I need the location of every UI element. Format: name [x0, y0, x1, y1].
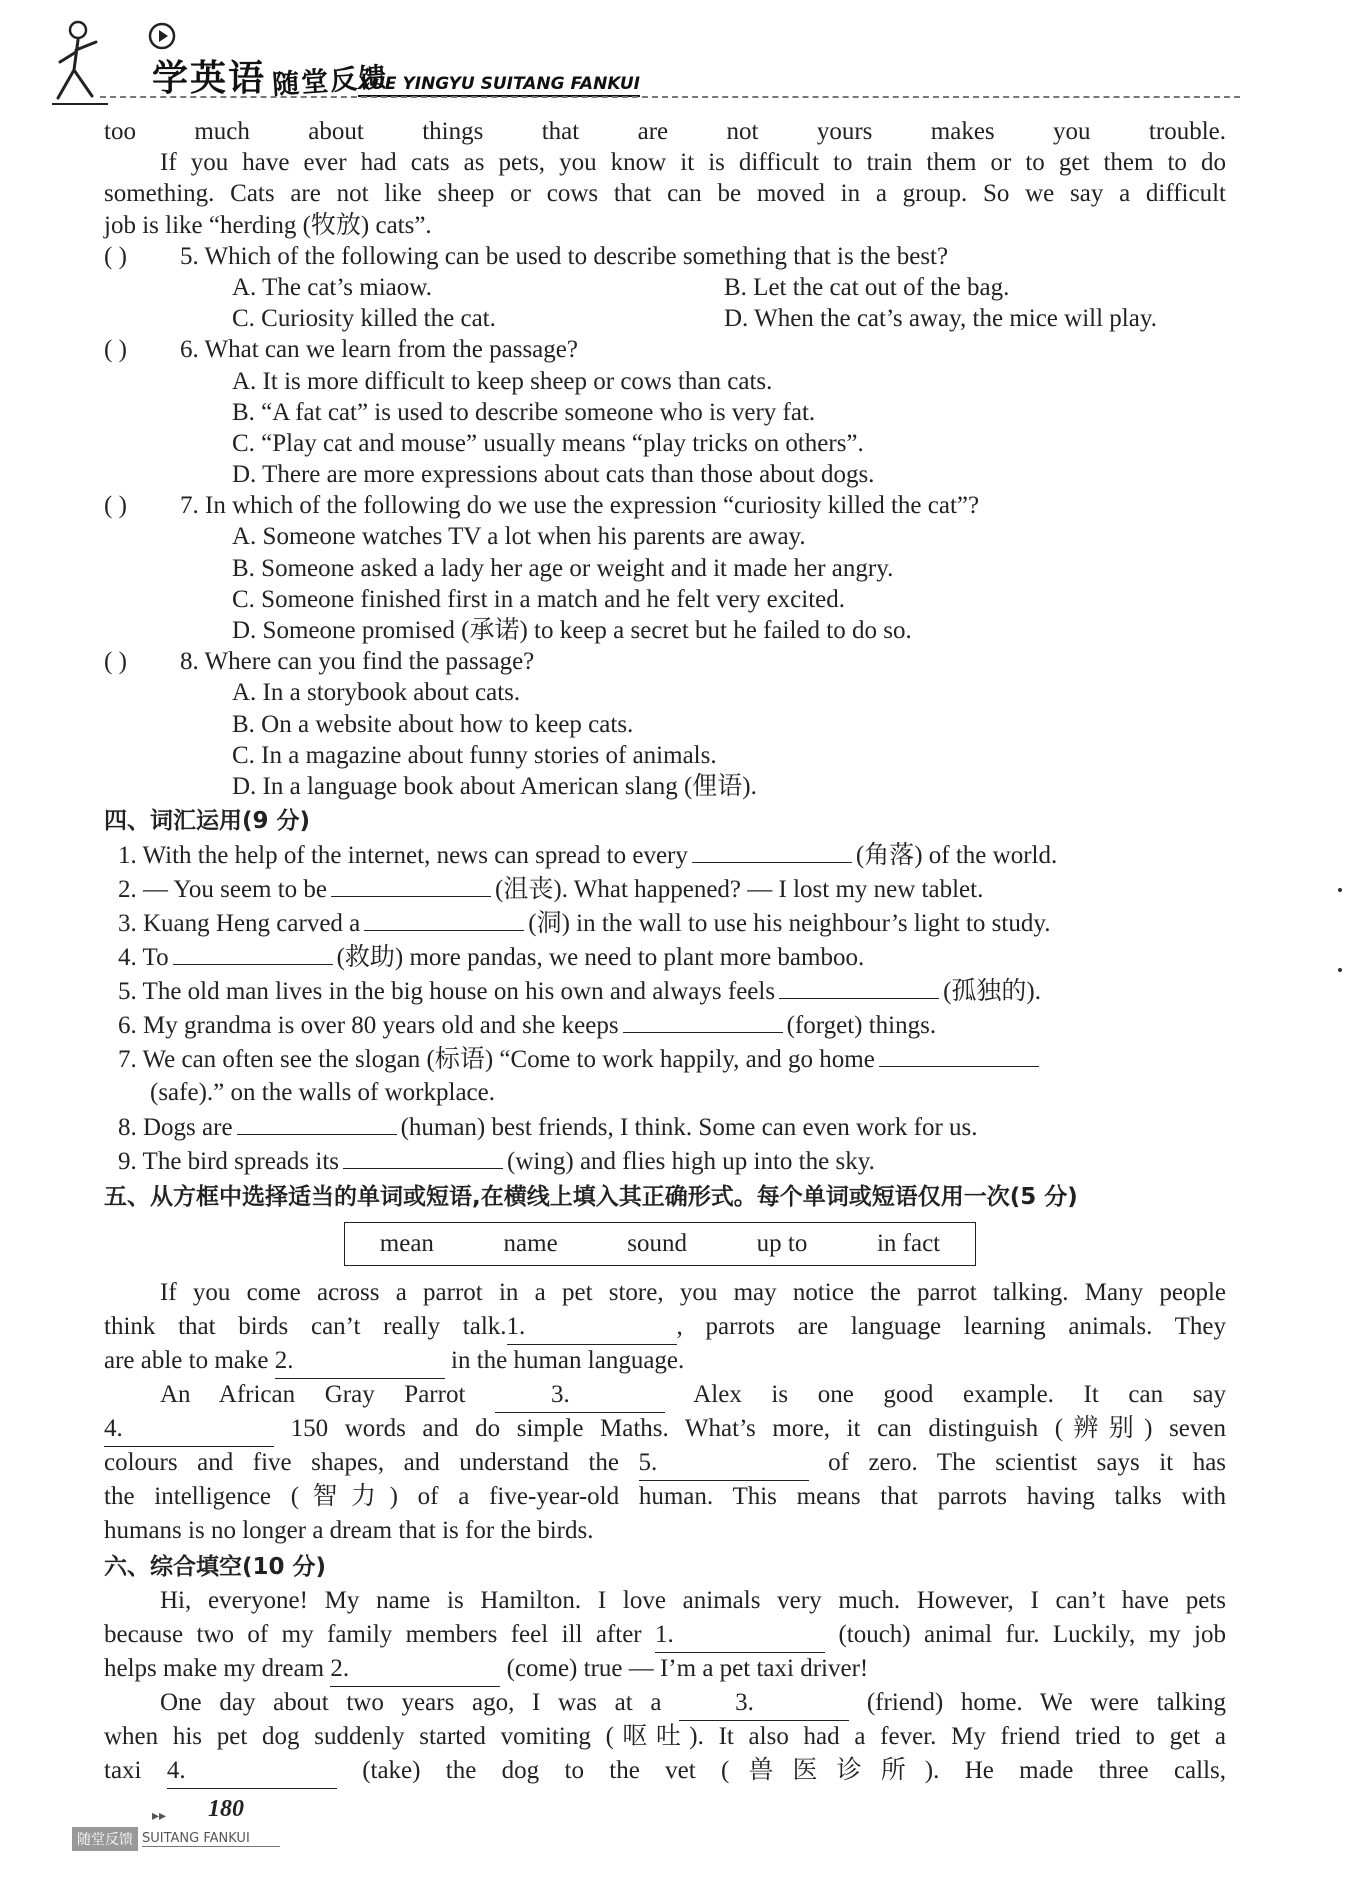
question-5: [104, 241, 1226, 335]
answer-blank[interactable]: 1.: [507, 1310, 677, 1345]
answer-blank[interactable]: 2.: [275, 1344, 445, 1379]
answer-blank[interactable]: 2.: [330, 1652, 500, 1687]
answer-blank[interactable]: [364, 906, 524, 931]
vocab-item: 9. The bird spreads its (wing) and flies high up into the sky.: [104, 1144, 1226, 1178]
passage-line: because two of my family members feel ill after 1. (touch) animal fur. Luckily, my job: [104, 1618, 1226, 1652]
answer-blank[interactable]: 5.: [639, 1446, 809, 1481]
option: C. Curiosity killed the cat.: [232, 305, 496, 333]
footer-brand: [72, 1828, 280, 1850]
passage-line: 4. 150 words and do simple Maths. What’s more, it can distinguish (辨别) seven: [104, 1412, 1226, 1446]
answer-blank[interactable]: [623, 1008, 783, 1033]
answer-blank[interactable]: [343, 1144, 503, 1169]
margin-dot: [1338, 888, 1342, 892]
section-5-title: 五、从方框中选择适当的单词或短语,在横线上填入其正确形式。每个单词或短语仅用一次(5 分): [104, 1184, 1078, 1211]
question-text: 8. Where can you find the passage?: [180, 648, 535, 676]
option: B. Someone asked a lady her age or weight and it made her angry.: [232, 554, 894, 582]
passage-line: If you have ever had cats as pets, you know it is difficult to train them or to get them to do: [160, 149, 1226, 177]
passage-line: too much about things that are not yours makes you trouble.: [104, 118, 1226, 145]
page-arrow-icon: ▸▸: [152, 1809, 167, 1824]
vocab-item: 2. — You seem to be (沮丧). What happened? — I lost my new tablet.: [104, 872, 1226, 906]
vocabulary-items: [104, 838, 1226, 1178]
word-option: sound: [627, 1230, 688, 1258]
answer-bracket[interactable]: ( ): [104, 242, 127, 270]
option: B. Let the cat out of the bag.: [724, 273, 1010, 301]
option: C. “Play cat and mouse” usually means “play tricks on others”.: [232, 429, 864, 457]
vocab-item-continuation: (safe).” on the walls of workplace.: [150, 1079, 495, 1107]
vocab-item: 1. With the help of the internet, news can spread to every (角落) of the world.: [104, 838, 1226, 872]
option: C. In a magazine about funny stories of animals.: [232, 741, 717, 769]
vocab-item: 6. My grandma is over 80 years old and she keeps (forget) things.: [104, 1008, 1226, 1042]
passage-line: If you come across a parrot in a pet store, you may notice the parrot talking. Many people: [160, 1279, 1226, 1307]
question-6: [104, 334, 1226, 490]
passage-line: when his pet dog suddenly started vomiting (呕吐). It also had a fever. My friend tried to get a: [104, 1723, 1226, 1751]
word-option: up to: [756, 1230, 808, 1258]
passage-line: One day about two years ago, I was at a 3. (friend) home. We were talking: [104, 1686, 1226, 1720]
option: A. In a storybook about cats.: [232, 679, 521, 707]
option: D. There are more expressions about cats than those about dogs.: [232, 461, 875, 489]
vocab-item: 4. To (救助) more pandas, we need to plant more bamboo.: [104, 940, 1226, 974]
passage-line: helps make my dream 2. (come) true — I’m a pet taxi driver!: [104, 1652, 1226, 1686]
word-option: in fact: [876, 1230, 941, 1258]
option: A. The cat’s miaow.: [232, 273, 432, 301]
brand-pinyin: XUE YINGYU SUITANG FANKUI: [358, 74, 640, 97]
option: B. “A fat cat” is used to describe someone who is very fat.: [232, 398, 816, 426]
option: B. On a website about how to keep cats.: [232, 710, 634, 738]
answer-blank[interactable]: 4.: [104, 1412, 274, 1447]
option: D. Someone promised (承诺) to keep a secret but he failed to do so.: [232, 617, 912, 644]
answer-bracket[interactable]: ( ): [104, 492, 127, 520]
margin-dot: [1338, 968, 1342, 972]
option: A. It is more difficult to keep sheep or cows than cats.: [232, 367, 773, 395]
footer-brand-cn: 随堂反馈: [72, 1827, 138, 1851]
question-text: 6. What can we learn from the passage?: [180, 336, 578, 364]
passage-line: taxi 4. (take) the dog to the vet (兽医诊所). He made three calls,: [104, 1754, 1226, 1788]
answer-blank[interactable]: [779, 974, 939, 999]
answer-blank[interactable]: [237, 1110, 397, 1135]
answer-bracket[interactable]: ( ): [104, 336, 127, 364]
question-7: [104, 490, 1226, 646]
word-option: name: [503, 1230, 558, 1258]
passage-line: An African Gray Parrot 3. Alex is one good example. It can say: [104, 1378, 1226, 1412]
answer-blank[interactable]: 4.: [167, 1754, 337, 1789]
vocab-item: 8. Dogs are (human) best friends, I think. Some can even work for us.: [104, 1110, 1226, 1144]
footer-brand-pinyin: SUITANG FANKUI: [142, 1831, 280, 1847]
word-option: mean: [379, 1230, 434, 1258]
option: D. When the cat’s away, the mice will play.: [724, 305, 1157, 333]
passage-line: Hi, everyone! My name is Hamilton. I love animals very much. However, I can’t have pets: [160, 1587, 1226, 1615]
answer-blank[interactable]: [331, 872, 491, 897]
question-8: [104, 646, 1226, 802]
page-header: [40, 10, 1280, 110]
question-text: 5. Which of the following can be used to describe something that is the best?: [180, 242, 949, 270]
passage: [104, 116, 1226, 241]
passage-line: are able to make 2. in the human language.: [104, 1344, 1226, 1378]
answer-blank[interactable]: 1.: [655, 1618, 825, 1653]
play-icon: [148, 22, 176, 50]
answer-blank[interactable]: [692, 838, 852, 863]
option: D. In a language book about American slang (俚语).: [232, 772, 757, 800]
section-6-title: 六、综合填空(10 分): [104, 1554, 327, 1581]
passage-line: humans is no longer a dream that is for the birds.: [104, 1517, 594, 1545]
passage-line: job is like “herding (牧放) cats”.: [104, 211, 432, 239]
answer-blank[interactable]: 3.: [679, 1686, 849, 1721]
question-text: 7. In which of the following do we use the expression “curiosity killed the cat”?: [180, 492, 980, 520]
passage-line: the intelligence (智力) of a five-year-old human. This means that parrots having talks with: [104, 1483, 1226, 1511]
header-divider: [100, 96, 1240, 98]
passage-line: something. Cats are not like sheep or cows that can be moved in a group. So we say a difficult: [104, 180, 1226, 208]
page-number: 180: [208, 1796, 244, 1822]
vocab-item: 5. The old man lives in the big house on his own and always feels (孤独的).: [104, 974, 1226, 1008]
taxi-passage: [104, 1584, 1226, 1788]
vocab-item: 7. We can often see the slogan (标语) “Come to work happily, and go home: [104, 1042, 1226, 1076]
vocab-item: 3. Kuang Heng carved a (洞) in the wall to use his neighbour’s light to study.: [104, 906, 1226, 940]
answer-blank[interactable]: 3.: [495, 1378, 665, 1413]
answer-blank[interactable]: [173, 940, 333, 965]
word-box: [344, 1222, 976, 1266]
passage-line: colours and five shapes, and understand the 5. of zero. The scientist says it has: [104, 1446, 1226, 1480]
answer-blank[interactable]: [879, 1042, 1039, 1067]
answer-bracket[interactable]: ( ): [104, 648, 127, 676]
option: A. Someone watches TV a lot when his parents are away.: [232, 523, 806, 551]
brand-title: 学英语 随堂反馈: [152, 58, 390, 102]
parrot-passage: [104, 1276, 1226, 1548]
section-4-title: 四、词汇运用(9 分): [104, 808, 311, 835]
passage-line: think that birds can’t really talk.1. , parrots are language learning animals. They: [104, 1310, 1226, 1344]
page-content: [104, 116, 1226, 1788]
option: C. Someone finished first in a match and he felt very excited.: [232, 585, 846, 613]
